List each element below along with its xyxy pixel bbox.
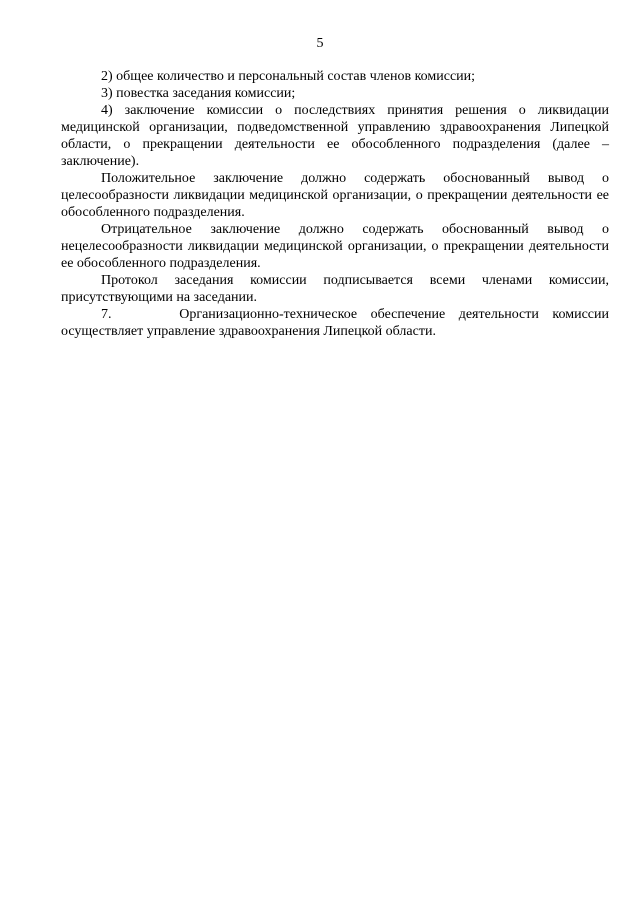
- paragraph-negative-conclusion: Отрицательное заключение должно содержать обоснованный вывод о нецелесообразности ликвидации медицинской организации, о прекращении деятельности ее обособленного подразделения.: [61, 222, 609, 271]
- paragraph-protocol-signing: Протокол заседания комиссии подписывается всеми членами комиссии, присутствующими на заседании.: [61, 273, 609, 305]
- list-item-members-composition: 2) общее количество и персональный состав членов комиссии;: [101, 69, 476, 84]
- document-body: [61, 68, 609, 340]
- paragraph-item-7: 7. Организационно-техническое обеспечение деятельности комиссии осуществляет управление здравоохранения Липецкой области.: [61, 307, 609, 339]
- list-item-agenda: 3) повестка заседания комиссии;: [101, 86, 296, 101]
- page-number: 5: [316, 36, 324, 51]
- list-item-conclusion: 4) заключение комиссии о последствиях принятия решения о ликвидации медицинской организации, подведомственной управлению здравоохранения Липецкой области, о прекращении деятельности ее обособленного подразделения (далее – заключение).: [61, 103, 609, 169]
- paragraph-positive-conclusion: Положительное заключение должно содержать обоснованный вывод о целесообразности ликвидации медицинской организации, о прекращении деятельности ее обособленного подразделения.: [61, 171, 609, 220]
